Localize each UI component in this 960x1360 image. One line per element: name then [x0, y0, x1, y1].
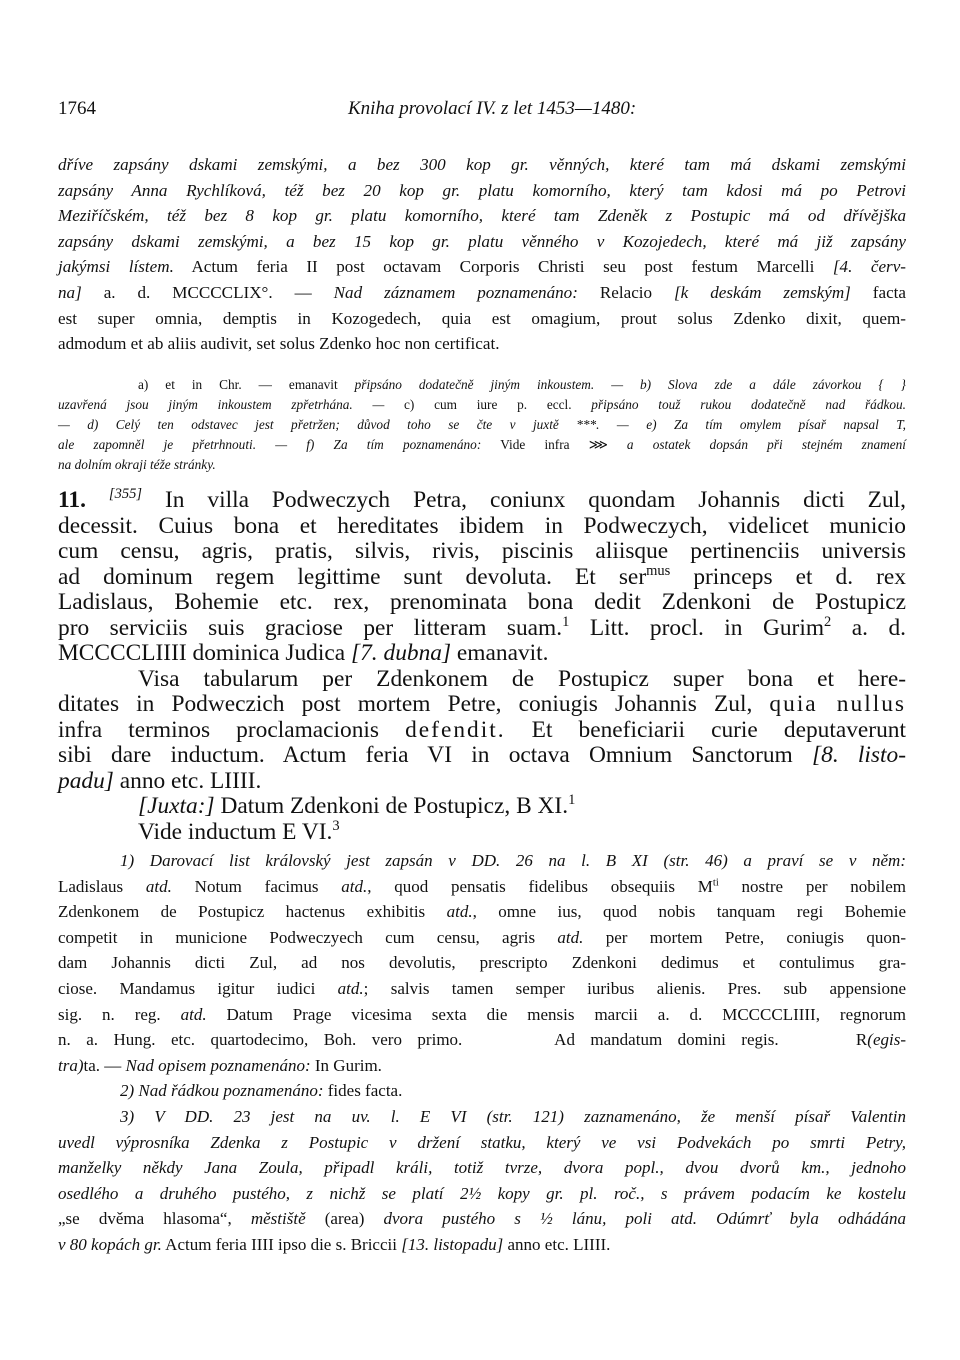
text-span: facta — [850, 282, 906, 302]
text-span: „se dvěma hlasoma“, — [58, 1209, 251, 1229]
text-span: (area) — [305, 1209, 384, 1229]
italic-span: uzavřená jsou jiným inkoustem zpřetrhána. — — [58, 397, 405, 412]
italic-span: městiště — [250, 1209, 306, 1229]
spaced-text: defendit. — [405, 716, 506, 743]
juxta-label: [Juxta:] — [138, 793, 215, 819]
italic-span: f) Za tím poznamenáno: — [306, 437, 482, 452]
text-span: Relacio — [577, 282, 675, 302]
italic-span: b) Slova zde a dále závorkou { } — [639, 377, 906, 392]
date-bracket: [8. listo- — [812, 742, 906, 768]
italic-span: jakýmsi lístem. — [58, 257, 174, 277]
footnote-ref: 2 — [824, 613, 832, 630]
footnote-3-line — [58, 1232, 906, 1258]
text-span: nostre per nobilem — [718, 876, 907, 896]
footnote-1-line — [58, 1002, 906, 1028]
entry-line — [58, 562, 906, 591]
page-number: 1764 — [58, 98, 96, 119]
text-span: , quod pensatis fidelibus obsequiis M — [367, 876, 713, 896]
spaced-text: quia nullus — [769, 691, 906, 717]
entry-line: Ladislaus, Bohemie etc. rex, prenominata bona dedit Zdenkoni de Postupicz — [58, 589, 906, 615]
text-span: emanavit. — [451, 640, 549, 666]
date-bracket: [7. dubna] — [351, 640, 452, 666]
note-line — [58, 395, 906, 415]
text-line — [58, 280, 906, 306]
note-line — [58, 435, 906, 455]
text-span: Datum Zdenkoni de Postupicz, B XI. — [214, 793, 569, 819]
footnote-3-line — [58, 1206, 906, 1232]
footnote-3-line: uvedl výprosníka Zdenka z Postupic v držení statku, který ve vsi Podvekách po smrti Petry, — [58, 1132, 906, 1152]
text-span: sibi dare inductum. Actum feria VI in octava Omnium Sanctorum — [58, 742, 813, 768]
italic-span: připsáno dodatečně jiným inkoustem. — — [354, 377, 640, 392]
entry-line — [58, 641, 906, 667]
text-span: competit in municione Podweczyech cum censu, agris — [58, 927, 558, 947]
entry-line — [58, 488, 906, 514]
footnote-ref: 3 — [332, 817, 340, 834]
footnote-ref: 1 — [568, 792, 576, 809]
text-span: Datum Prage vicesima sexta die mensis marcii a. d. MCCCCLIIII, regnorum — [206, 1004, 906, 1024]
text-span: ditates in Podweczich post mortem Petre, coniugis Johannis Zul, — [58, 691, 770, 717]
italic-span: dvora pustého s ½ lánu, poli atd. Odúmrť byla odhádána — [383, 1209, 907, 1229]
italic-span: atd. — [337, 978, 364, 998]
text-span: In villa Podweczych Petra, coniunx quondam Johannis dicti Zul, — [164, 487, 906, 513]
italic-span: a ostatek dopsán při stejném znamení — [607, 437, 906, 452]
date-bracket: [13. listopadu] — [401, 1234, 504, 1254]
footnote-2-line — [58, 1078, 906, 1104]
text-line: Meziříčském, též bez 8 kop gr. platu komorního, které tam Zdeněk z Postupic má od dřívějška — [58, 206, 906, 226]
entry-line — [58, 769, 906, 795]
italic-span: v 80 kopách gr. — [58, 1234, 162, 1254]
text-span: ciose. Mandamus igitur iudici — [58, 978, 338, 998]
footnote-1-line: dam Johannis dicti Zul, ad nos devolutis, prescripto Zdenkoni dedimus et contulimus gra- — [58, 953, 906, 973]
footnote-1-line — [58, 1027, 906, 1053]
italic-span: Nad záznamem poznamenáno: — [333, 282, 578, 302]
text-span: Ladislaus — [58, 876, 146, 896]
italic-span: atd. — [341, 876, 368, 896]
text-span: Vide inductum E VI. — [138, 818, 333, 845]
entry-line — [58, 794, 906, 820]
date-bracket: na] — [58, 282, 82, 302]
footnote-1-line: 1) Darovací list královský jest zapsán v DD. 26 na l. B XI (str. 46) a praví se v něm: — [120, 851, 906, 870]
text-line: est super omnia, demptis in Kozogedech, quia est omagium, prout solus Zdenko dixit, quem- — [58, 308, 906, 328]
footnote-ref: 1 — [562, 613, 570, 630]
italic-span: [k deskám zemským] — [674, 282, 851, 302]
italic-span: atd. — [180, 1004, 207, 1024]
text-span: In Gurim. — [310, 1055, 382, 1075]
text-span: anno etc. LIIII. — [113, 767, 262, 794]
italic-span: 2) Nad řádkou poznamenáno: — [120, 1081, 324, 1101]
text-line: admodum et ab aliis audivit, set solus Zdenko hoc non certificat. — [58, 334, 500, 354]
footnote-1-line — [58, 874, 906, 900]
entry-line — [58, 718, 906, 744]
text-span: Actum feria IIII ipso die s. Briccii — [161, 1234, 402, 1254]
text-span: a. d. MCCCCLIX°. — — [81, 282, 334, 302]
text-span: princeps et d. rex — [670, 563, 906, 590]
text-span: Notum facimus — [171, 876, 342, 896]
text-line — [58, 254, 906, 280]
entry-line — [58, 692, 906, 718]
footnote-1-line — [58, 899, 906, 925]
text-span: ta. — — [83, 1055, 126, 1075]
italic-span: připsáno touž rukou dodatečně nad řádkou. — [591, 397, 906, 412]
text-span: anno etc. LIIII. — [503, 1234, 611, 1254]
footnote-3-line: manželky někdy Jana Zoula, připadl králi, totiž tvrze, dvora popl., dvou dvorů km., jednoho — [58, 1158, 906, 1178]
text-span: Vide infra — [481, 437, 589, 452]
text-span: fides facta. — [323, 1081, 403, 1101]
text-span: infra terminos proclamacionis — [58, 716, 406, 743]
text-span: a) et in Chr. — emanavit — [138, 377, 355, 392]
text-line: zapsány Anna Rychlíková, též bez 20 kop gr. platu komorního, který tam kdosi má po Petrovi — [58, 180, 906, 200]
running-title: Kniha provolací IV. z let 1453—1480: — [348, 98, 637, 119]
text-line: dříve zapsány dskami zemskými, a bez 300 kop gr. věnných, které tam má dskami zemskými — [58, 155, 906, 174]
italic-span: atd. — [145, 876, 172, 896]
date-bracket: [4. červ- — [832, 257, 906, 277]
italic-span: atd. — [557, 927, 584, 947]
text-span: Et beneficiarii curie deputaverunt — [505, 716, 906, 743]
italic-span: e) Za tím omylem písař napsal T, — [646, 417, 906, 432]
italic-span: ale zapomněl je přetrhnouti. — — [58, 437, 307, 452]
cross-reference-mark-icon: ⋙ — [588, 437, 608, 452]
footnote-1-line — [58, 1053, 906, 1079]
footnote-3-line: 3) V DD. 23 jest na uv. l. E VI (str. 121) zaznamenáno, že menší písař Valentin — [120, 1106, 906, 1126]
entry-line: Visa tabularum per Zdenkonem de Postupicz super bona et here- — [138, 665, 906, 692]
footnote-1-line — [58, 925, 906, 951]
entry-line: decessit. Cuius bona et hereditates ibidem in Podweczych, videlicet municio — [58, 512, 906, 539]
critical-notes — [58, 375, 906, 475]
italic-span: — d) Celý ten odstavec jest přetržen; důvod toho se čte v juxtě ***. — — [58, 417, 647, 432]
text-span: n. a. Hung. etc. quartodecimo, Boh. vero primo. Ad mandatum domini regis. R — [58, 1030, 868, 1050]
italic-span: Nad opisem poznamenáno: — [125, 1055, 311, 1075]
footnote-1-line — [58, 976, 906, 1002]
italic-span: (egis- — [867, 1030, 906, 1050]
text-span: sig. n. reg. — [58, 1004, 181, 1024]
entry-line — [58, 743, 906, 769]
continued-paragraph — [58, 152, 906, 357]
note-line — [58, 375, 906, 395]
date-bracket: padu] — [58, 767, 114, 794]
text-span: pro serviciis suis graciose per litteram suam. — [58, 614, 563, 641]
superscript: mus — [646, 562, 671, 579]
text-span: MCCCCLIIII dominica Judica — [58, 640, 351, 666]
entry-line — [58, 817, 906, 846]
note-line: na dolním okraji téže stránky. — [58, 457, 216, 472]
text-span: ; salvis tamen semper iuribus alienis. Pres. sub appensione — [363, 978, 906, 998]
entry-11 — [58, 488, 906, 845]
entry-ref: [355] — [108, 486, 142, 503]
footnote-3-line: osedlého a druhého pustého, z nichž se platí 2½ kopy gr. pl. roč., s právem podacím ke kostelu — [58, 1183, 906, 1203]
entry-line — [58, 613, 907, 642]
text-span: ad dominum regem legittime sunt devoluta. Et ser — [58, 563, 647, 590]
text-span: c) cum iure p. eccl. — [404, 397, 592, 412]
italic-span: atd. — [446, 902, 473, 922]
note-line — [58, 415, 906, 435]
text-span: per mortem Petre, coniugis quon- — [583, 927, 906, 947]
text-span: Litt. procl. in Gurim — [569, 614, 825, 641]
text-line: zapsány dskami zemskými, a bez 15 kop gr. platu věnného v Kozojedech, které má již zapsány — [58, 231, 906, 251]
text-span: , omne ius, quod nobis tanquam regi Bohemie — [472, 902, 906, 922]
entry-line: cum censu, agris, pratis, silvis, rivis, piscinis aliisque pertinenciis universis — [58, 538, 906, 564]
text-span: Actum feria II post octavam Corporis Christi seu post festum Marcelli — [173, 257, 833, 277]
footnotes — [58, 848, 906, 1258]
entry-number: 11. — [58, 487, 86, 513]
text-span: a. d. — [831, 614, 907, 641]
italic-span: tra) — [58, 1055, 84, 1075]
running-header — [58, 98, 908, 132]
superscript: ti — [712, 876, 719, 888]
text-span: Zdenkonem de Postupicz hactenus exhibitis — [58, 902, 447, 922]
